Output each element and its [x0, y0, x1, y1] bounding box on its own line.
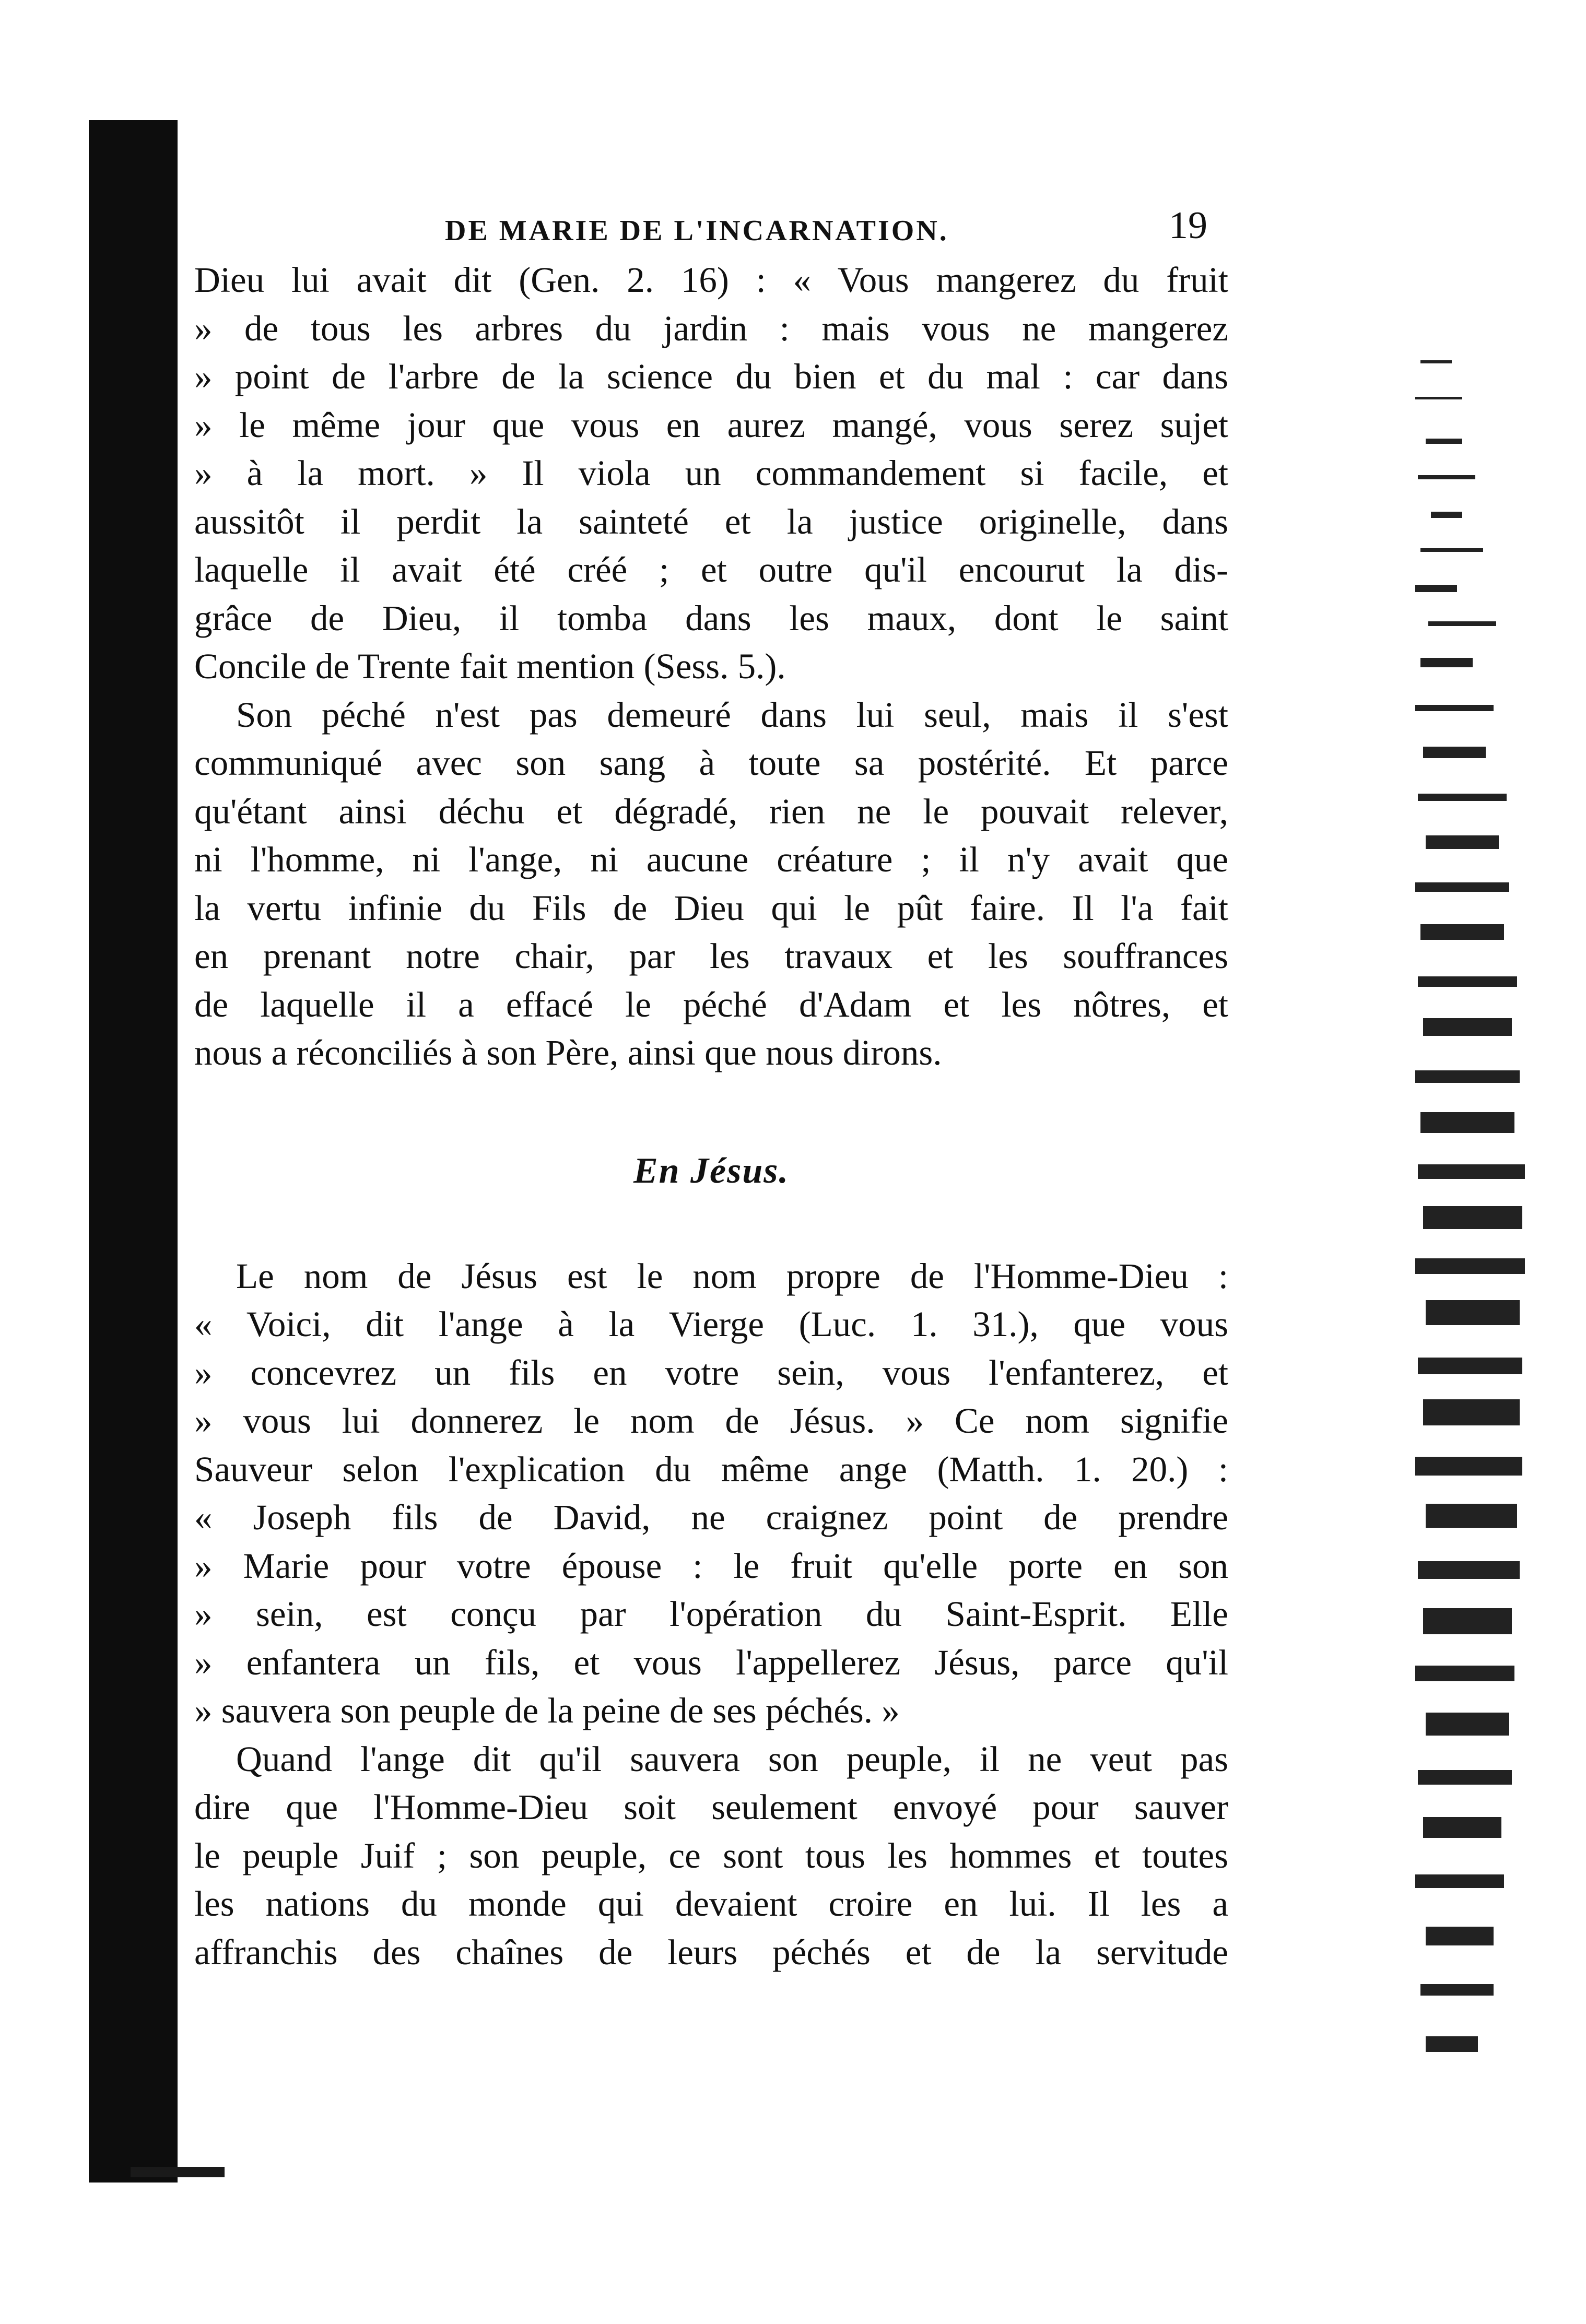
section-heading: En Jésus.	[633, 1150, 790, 1191]
text-line: la vertu infinie du Fils de Dieu qui le pût faire. Il l'a fait	[194, 888, 1228, 928]
page-number: 19	[1169, 204, 1207, 247]
text-line: les nations du monde qui devaient croire en lui. Il les a	[194, 1884, 1228, 1924]
text-line: « Voici, dit l'ange à la Vierge (Luc. 1. 31.), que vous	[194, 1304, 1228, 1344]
text-line: Quand l'ange dit qu'il sauvera son peuple, il ne veut pas	[236, 1739, 1228, 1779]
text-line: » le même jour que vous en aurez mangé, vous serez sujet	[194, 405, 1228, 445]
text-line: » enfantera un fils, et vous l'appellerez Jésus, parce qu'il	[194, 1642, 1228, 1682]
text-line: » sauvera son peuple de la peine de ses péchés. »	[194, 1691, 900, 1730]
text-line: le peuple Juif ; son peuple, ce sont tous les hommes et toutes	[194, 1835, 1228, 1875]
text-line: » concevrez un fils en votre sein, vous l'enfanterez, et	[194, 1352, 1228, 1393]
binding-shadow-foot	[131, 2167, 225, 2177]
text-line: communiqué avec son sang à toute sa postérité. Et parce	[194, 743, 1228, 783]
text-line: Sauveur selon l'explication du même ange (Matth. 1. 20.) :	[194, 1449, 1228, 1489]
text-line: en prenant notre chair, par les travaux et les souffrances	[194, 936, 1228, 976]
text-line: » de tous les arbres du jardin : mais vous ne mangerez	[194, 308, 1228, 348]
text-line: dire que l'Homme-Dieu soit seulement envoyé pour sauver	[194, 1787, 1228, 1827]
paragraph	[194, 691, 1228, 1077]
text-line: » point de l'arbre de la science du bien et du mal : car dans	[194, 357, 1228, 396]
book-page	[194, 198, 1228, 1976]
text-line: aussitôt il perdit la sainteté et la justice originelle, dans	[194, 501, 1228, 541]
text-line: » sein, est conçu par l'opération du Saint-Esprit. Elle	[194, 1594, 1228, 1634]
body-text	[194, 256, 1228, 1976]
paragraph	[194, 1252, 1228, 1735]
binding-shadow	[89, 120, 178, 2183]
text-line: qu'étant ainsi déchu et dégradé, rien ne le pouvait relever,	[194, 791, 1228, 831]
text-line: Dieu lui avait dit (Gen. 2. 16) : « Vous mangerez du fruit	[194, 260, 1228, 300]
page-edge-artifacts	[1410, 339, 1530, 2115]
text-line: » Marie pour votre épouse : le fruit qu'elle porte en son	[194, 1546, 1228, 1586]
text-line: laquelle il avait été créé ; et outre qu'il encourut la dis-	[194, 550, 1228, 589]
text-line: affranchis des chaînes de leurs péchés et de la servitude	[194, 1932, 1228, 1972]
text-line: » à la mort. » Il viola un commandement si facile, et	[194, 453, 1228, 493]
text-line: ni l'homme, ni l'ange, ni aucune créature ; il n'y avait que	[194, 840, 1228, 879]
paragraph	[194, 1735, 1228, 1977]
text-line: nous a réconciliés à son Père, ainsi que nous dirons.	[194, 1033, 942, 1072]
text-line: Le nom de Jésus est le nom propre de l'Homme-Dieu :	[236, 1256, 1228, 1296]
text-line: grâce de Dieu, il tomba dans les maux, dont le saint	[194, 598, 1228, 638]
text-line: Concile de Trente fait mention (Sess. 5.).	[194, 646, 786, 686]
running-head	[194, 198, 1228, 256]
running-title: DE MARIE DE L'INCARNATION.	[445, 215, 949, 247]
text-line: Son péché n'est pas demeuré dans lui seul, mais il s'est	[236, 694, 1228, 735]
paragraph	[194, 256, 1228, 691]
text-line: » vous lui donnerez le nom de Jésus. » Ce nom signifie	[194, 1401, 1228, 1441]
text-line: « Joseph fils de David, ne craignez point de prendre	[194, 1497, 1228, 1537]
text-line: de laquelle il a effacé le péché d'Adam et les nôtres, et	[194, 984, 1228, 1024]
